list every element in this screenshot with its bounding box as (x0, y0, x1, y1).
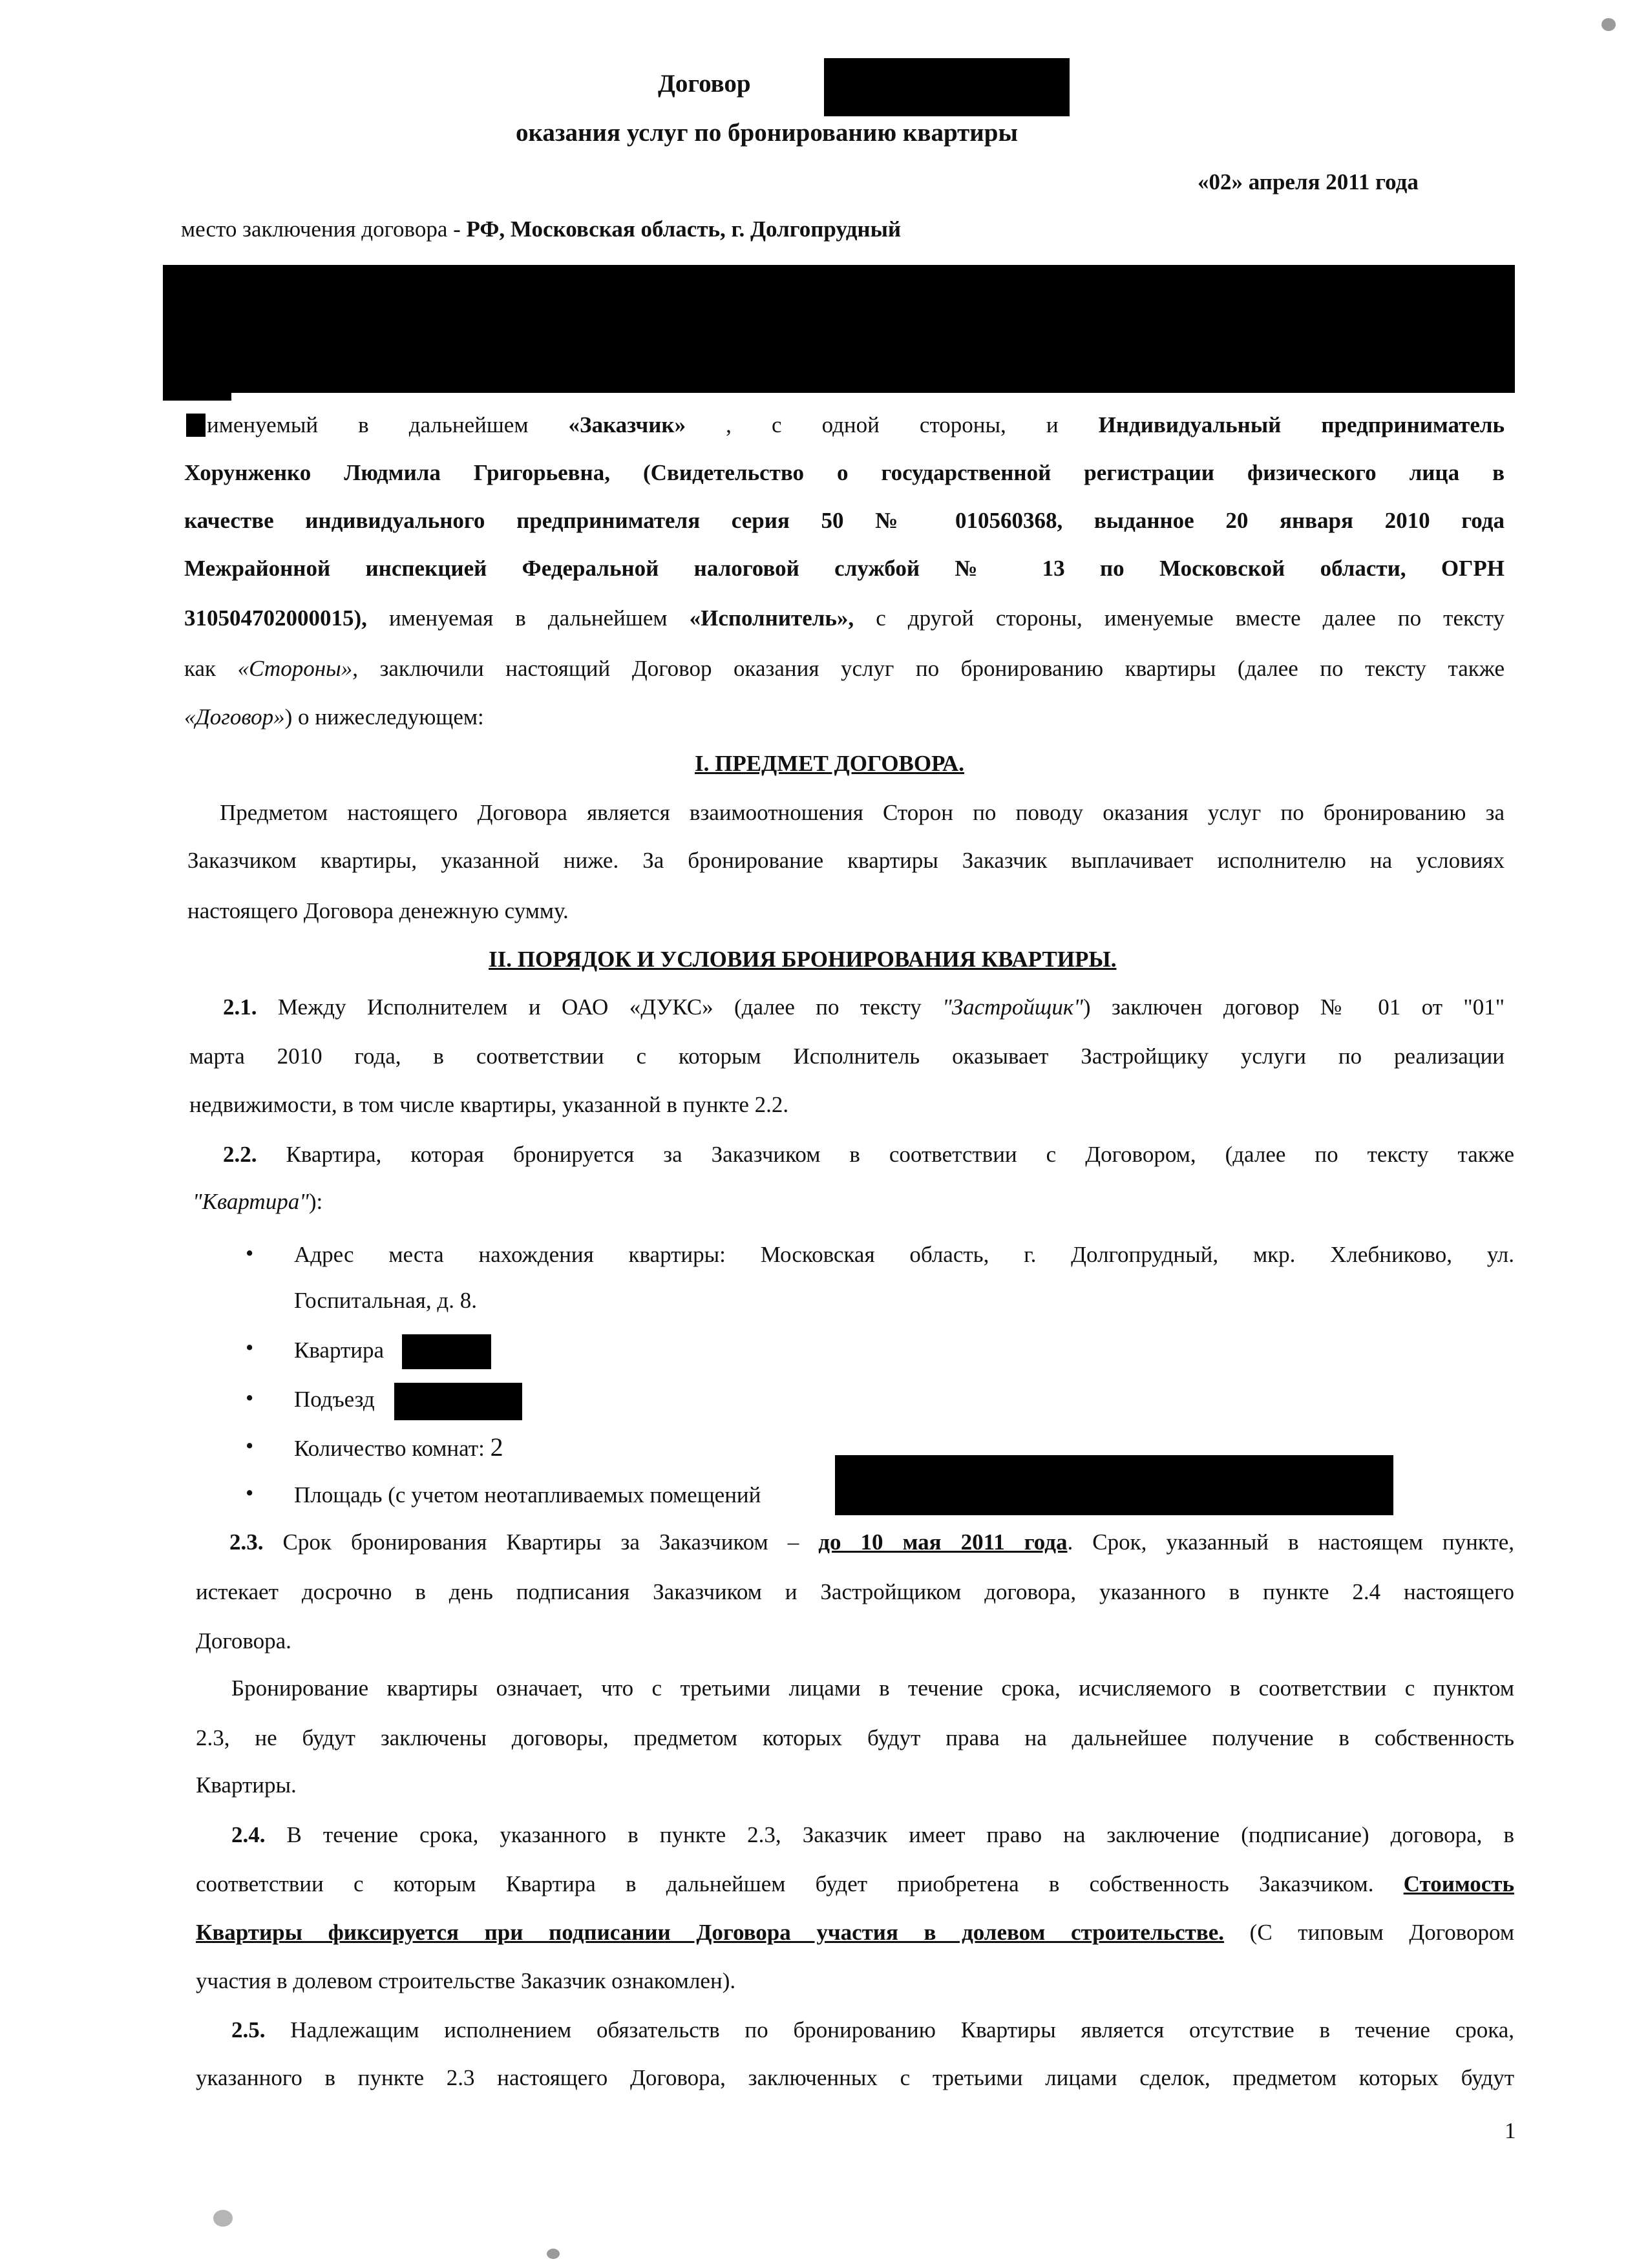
price-fixed-clause: Стоимость (1403, 1871, 1514, 1896)
clause-2-4-line-1 (231, 1823, 1514, 1846)
clause-text: ) заключен договор № 01 от "01" (1083, 994, 1505, 1020)
clause-text: В течение срока, указанного в пункте 2.3, Заказчик имеет право на заключение (подписание) договора, в (265, 1822, 1514, 1847)
bullet-address-line-2: Госпитальная, д. 8. (294, 1288, 477, 1313)
clause-2-5-line-2: указанного в пункте 2.3 настоящего Договора, заключенных с третьими лицами сделок, предметом которых будут (196, 2065, 1514, 2090)
bullet-dot: • (246, 1241, 254, 1266)
booking-line-3: Квартиры. (196, 1772, 297, 1798)
booking-deadline: до 10 мая 2011 года (818, 1529, 1068, 1555)
page-number: 1 (1505, 2118, 1516, 2143)
bullet-dot: • (246, 1335, 254, 1360)
bullet-apartment: Квартира (294, 1338, 385, 1363)
bullet-dot: • (246, 1433, 254, 1458)
clause-2-2-line-2 (193, 1190, 322, 1213)
parties-line-7 (184, 706, 484, 728)
section-1-line-1: Предметом настоящего Договора является взаимоотношения Сторон по поводу оказания услуг по бронированию за (220, 800, 1505, 825)
section-1-line-3: настоящего Договора денежную сумму. (187, 898, 569, 923)
redaction-apartment-number (402, 1334, 491, 1369)
zastroyshchik-term: "Застройщик" (942, 994, 1083, 1020)
clause-number: 2.5. (231, 2017, 266, 2042)
price-fixed-clause: Квартиры фиксируется при подписании Договора участия в долевом строительстве. (196, 1920, 1225, 1945)
parties-line-5 (184, 607, 1505, 629)
kvartira-term: "Квартира" (193, 1189, 309, 1214)
parties-line-3: качестве индивидуального предпринимателя серия 50 № 010560368, выданное 20 января 2010 года (184, 508, 1505, 533)
parties-text: , заключили настоящий Договор оказания услуг по бронированию квартиры (далее по тексту также (352, 656, 1505, 681)
bullet-rooms (294, 1434, 503, 1460)
clause-2-4-line-2 (196, 1873, 1514, 1895)
parties-text: именуемый в дальнейшем (207, 412, 569, 437)
clause-2-1-line-3: недвижимости, в том числе квартиры, указанной в пункте 2.2. (189, 1092, 789, 1117)
clause-text: Срок бронирования Квартиры за Заказчиком – (263, 1529, 819, 1555)
contract-date: «02» апреля 2011 года (1198, 169, 1419, 194)
clause-2-5-line-1 (231, 2019, 1514, 2041)
clause-text: соответствии с которым Квартира в дальнейшем будет приобретена в собственность Заказчиком. (196, 1871, 1404, 1896)
place-label: место заключения договора - (181, 216, 467, 242)
redaction-entrance-number (394, 1383, 522, 1420)
clause-number: 2.3. (229, 1529, 264, 1555)
bullet-address-line-1: Адрес места нахождения квартиры: Московская область, г. Долгопрудный, мкр. Хлебниково, ул. (294, 1242, 1514, 1267)
section-2-heading: II. ПОРЯДОК И УСЛОВИЯ БРОНИРОВАНИЯ КВАРТИРЫ. (489, 947, 1117, 972)
bullet-entrance: Подъезд (294, 1387, 375, 1412)
scan-speck (547, 2249, 560, 2259)
redaction-title-number (824, 58, 1070, 116)
redaction-line-start (186, 414, 206, 437)
section-1-line-2: Заказчиком квартиры, указанной ниже. За бронирование квартиры Заказчик выплачивает исполнителю на условиях (187, 848, 1505, 873)
clause-text: Между Исполнителем и ОАО «ДУКС» (далее по тексту (257, 994, 943, 1020)
clause-2-4-line-4: участия в долевом строительстве Заказчик ознакомлен). (196, 1968, 736, 1993)
clause-number: 2.1. (223, 994, 257, 1020)
sides-term: «Стороны» (237, 656, 353, 681)
clause-2-4-line-3 (196, 1921, 1514, 1944)
clause-text: . Срок, указанный в настоящем пункте, (1067, 1529, 1514, 1555)
parties-text: именуемая в дальнейшем (388, 605, 690, 631)
place-value: РФ, Московская область, г. Долгопрудный (466, 216, 902, 242)
ogrn-value: 310504702000015), (184, 605, 367, 631)
clause-2-2-line-1 (223, 1143, 1514, 1166)
clause-2-3-line-3: Договора. (196, 1628, 291, 1654)
parties-text: ) о нижеследующем: (284, 704, 484, 730)
redaction-customer-details-tail (163, 388, 231, 401)
clause-text: ): (308, 1189, 323, 1214)
clause-text: Квартира, которая бронируется за Заказчиком в соответствии с Договором, (далее по тексту также (257, 1142, 1514, 1167)
executor-term: «Исполнитель», (689, 605, 854, 631)
clause-number: 2.2. (223, 1142, 257, 1167)
parties-line-6 (184, 657, 1505, 680)
clause-2-3-line-1 (229, 1531, 1514, 1553)
parties-line-2: Хорунженко Людмила Григорьевна, (Свидетельство о государственной регистрации физического лица в (184, 460, 1505, 485)
ip-label: Индивидуальный предприниматель (1098, 412, 1505, 437)
booking-line-1: Бронирование квартиры означает, что с третьими лицами в течение срока, исчисляемого в соответствии с пунктом (231, 1675, 1514, 1701)
scan-speck (1601, 18, 1616, 31)
parties-text: , с одной стороны, и (726, 412, 1099, 437)
document-subtitle: оказания услуг по бронированию квартиры (516, 119, 1018, 147)
rooms-label: Количество комнат: (294, 1436, 491, 1461)
bullet-area: Площадь (с учетом неотапливаемых помещений (294, 1482, 761, 1507)
redaction-area-value (835, 1455, 1393, 1515)
section-1-heading: I. ПРЕДМЕТ ДОГОВОРА. (695, 751, 965, 776)
clause-2-3-line-2: истекает досрочно в день подписания Заказчиком и Застройщиком договора, указанного в пункте 2.4 настоящего (196, 1579, 1514, 1604)
dogovor-term: «Договор» (184, 704, 285, 730)
parties-line-1 (207, 414, 1505, 436)
document-title: Договор (658, 70, 751, 98)
contract-place (181, 218, 901, 240)
bullet-dot: • (246, 1480, 254, 1506)
parties-text: как (184, 656, 238, 681)
rooms-value: 2 (490, 1433, 503, 1462)
clause-text: (С типовым Договором (1224, 1920, 1515, 1945)
redaction-customer-details (163, 265, 1515, 393)
customer-term: «Заказчик» (568, 412, 686, 437)
clause-text: Надлежащим исполнением обязательств по бронированию Квартиры является отсутствие в течение срока, (265, 2017, 1514, 2042)
clause-2-1-line-2: марта 2010 года, в соответствии с которым Исполнитель оказывает Застройщику услуги по реализации (189, 1044, 1505, 1069)
scan-speck (213, 2210, 233, 2227)
booking-line-2: 2.3, не будут заключены договоры, предметом которых будут права на дальнейшее получение в собственность (196, 1725, 1514, 1750)
parties-line-4: Межрайонной инспекцией Федеральной налоговой службой № 13 по Московской области, ОГРН (184, 556, 1505, 581)
parties-text: с другой стороны, именуемые вместе далее по тексту (876, 605, 1505, 631)
bullet-dot: • (246, 1385, 254, 1411)
clause-number: 2.4. (231, 1822, 266, 1847)
clause-2-1-line-1 (223, 996, 1505, 1018)
